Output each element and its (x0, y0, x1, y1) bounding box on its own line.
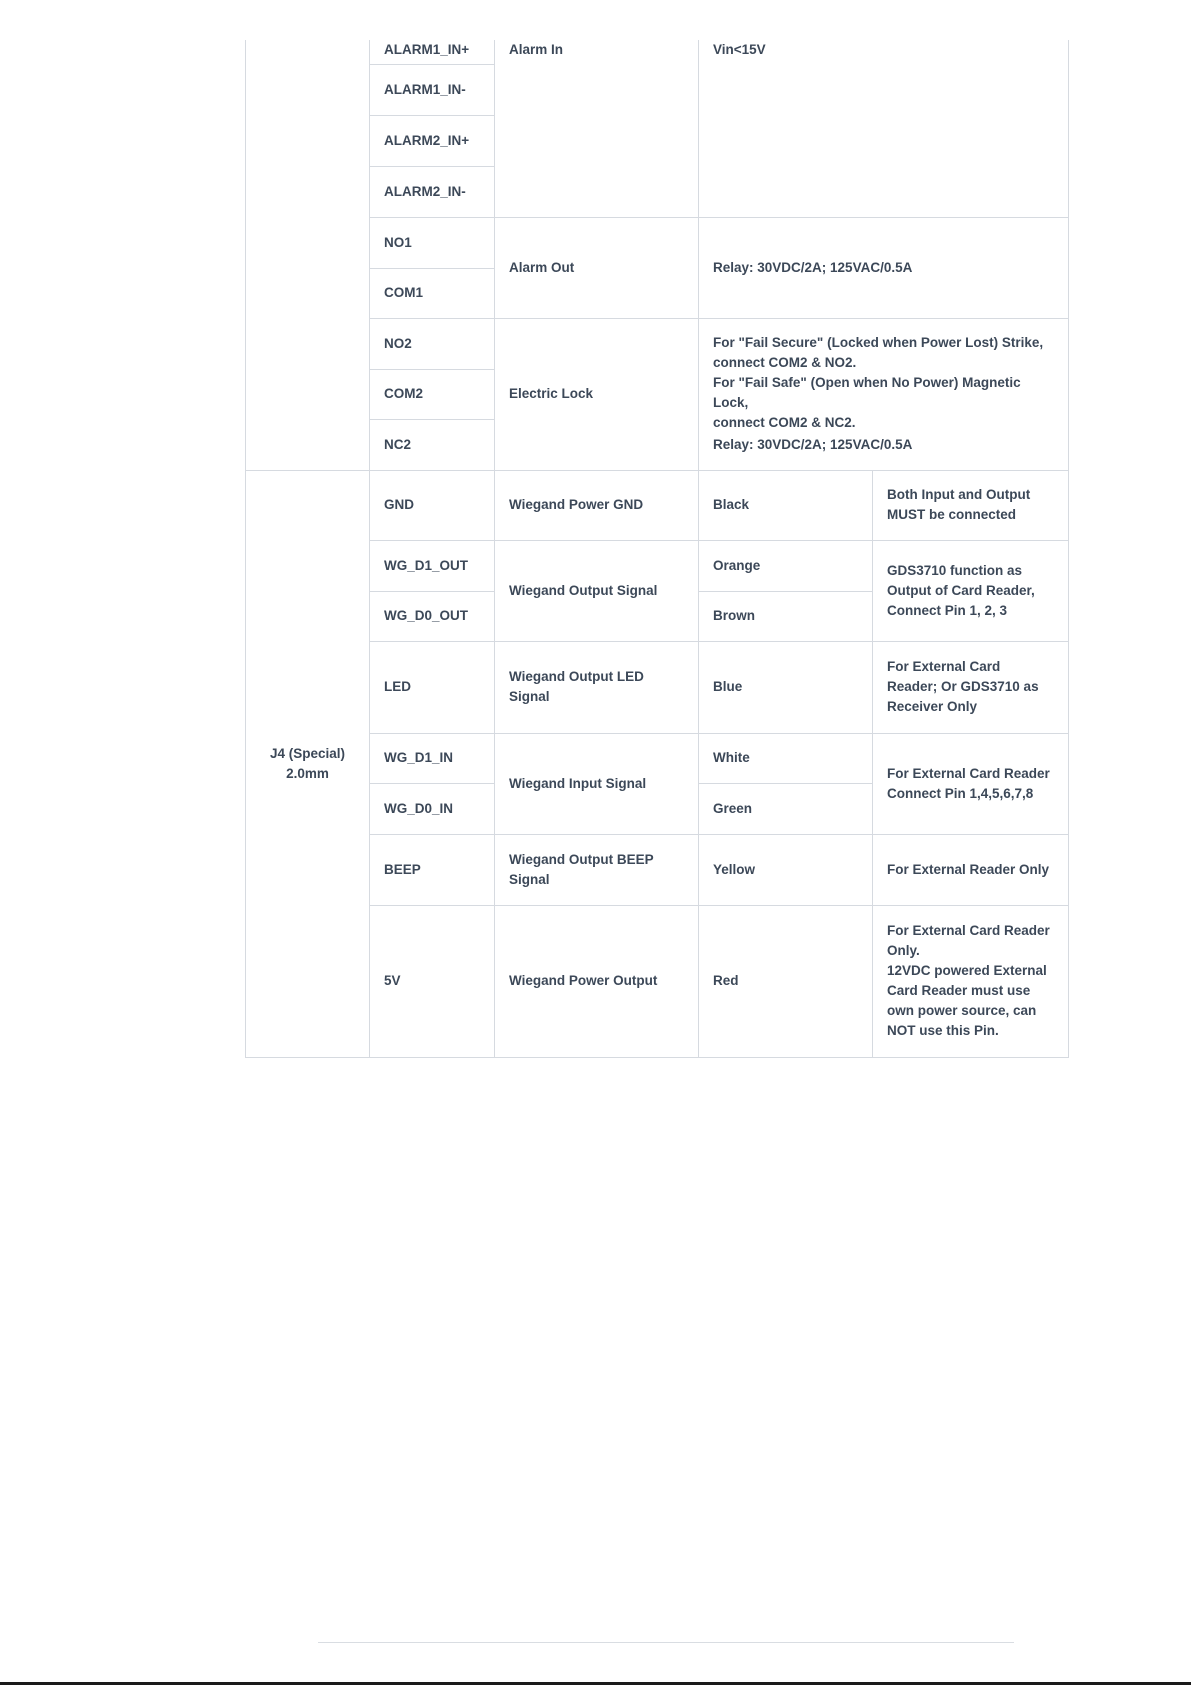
connector-cell-j4 (246, 470, 370, 1057)
table-row (246, 905, 1069, 1057)
note-cell: For External Card Reader Connect Pin 1,4,5,6,7,8 (873, 733, 1069, 834)
pin-cell: WG_D1_OUT (370, 540, 495, 591)
function-cell: Wiegand Input Signal (495, 733, 699, 834)
connector-cell-continued (246, 40, 370, 470)
wire-color-cell: Green (699, 783, 873, 834)
table-row (246, 733, 1069, 783)
function-cell: Wiegand Power GND (495, 470, 699, 540)
table-row (246, 834, 1069, 905)
pin-cell: ALARM1_IN- (370, 64, 495, 115)
connector-pitch: 2.0mm (286, 765, 329, 781)
wire-color-cell: White (699, 733, 873, 783)
table-row (246, 641, 1069, 733)
pin-cell: ALARM1_IN+ (370, 40, 495, 64)
pin-cell: NO1 (370, 217, 495, 268)
note-cell: For External Reader Only (873, 834, 1069, 905)
spec-line: For "Fail Secure" (Locked when Power Lost) Strike, (713, 335, 1044, 350)
note-line: 12VDC powered External Card Reader must use own power source, can NOT use this Pin. (887, 963, 1047, 1038)
wire-color-cell: Brown (699, 591, 873, 641)
note-cell: Both Input and Output MUST be connected (873, 470, 1069, 540)
note-cell (873, 905, 1069, 1057)
pin-cell: NC2 (370, 419, 495, 470)
pin-cell: WG_D0_IN (370, 783, 495, 834)
table-row (246, 318, 1069, 369)
pin-cell: GND (370, 470, 495, 540)
wire-color-cell: Yellow (699, 834, 873, 905)
note-line: For External Card Reader Only. (887, 923, 1050, 958)
note-cell: GDS3710 function as Output of Card Reader, Connect Pin 1, 2, 3 (873, 540, 1069, 641)
function-cell: Wiegand Power Output (495, 905, 699, 1057)
pin-cell: COM1 (370, 268, 495, 318)
table-row (246, 217, 1069, 268)
spec-line: connect COM2 & NC2. (713, 415, 856, 430)
wire-color-cell: Red (699, 905, 873, 1057)
function-cell: Wiegand Output BEEP Signal (495, 834, 699, 905)
spec-cell-electric-lock (699, 318, 1069, 470)
spec-cell-alarm-in: Vin<15V (699, 40, 1069, 217)
spec-cell-alarm-out: Relay: 30VDC/2A; 125VAC/0.5A (699, 217, 1069, 318)
note-cell: For External Card Reader; Or GDS3710 as Receiver Only (873, 641, 1069, 733)
pin-cell: 5V (370, 905, 495, 1057)
pin-cell: COM2 (370, 369, 495, 419)
wire-color-cell: Black (699, 470, 873, 540)
footer-divider (318, 1642, 1014, 1643)
pin-cell: WG_D1_IN (370, 733, 495, 783)
table-row (246, 40, 1069, 64)
function-cell-alarm-out: Alarm Out (495, 217, 699, 318)
function-cell-alarm-in: Alarm In (495, 40, 699, 217)
table-row (246, 470, 1069, 540)
connector-name: J4 (Special) (269, 745, 346, 761)
function-cell: Wiegand Output LED Signal (495, 641, 699, 733)
pin-definition-table (245, 40, 1069, 1058)
table-row (246, 540, 1069, 591)
spec-line: For "Fail Safe" (Open when No Power) Magnetic Lock, (713, 375, 1021, 410)
spec-line: connect COM2 & NO2. (713, 355, 857, 370)
wire-color-cell: Blue (699, 641, 873, 733)
pin-cell: WG_D0_OUT (370, 591, 495, 641)
function-cell: Wiegand Output Signal (495, 540, 699, 641)
wire-color-cell: Orange (699, 540, 873, 591)
spec-line: Relay: 30VDC/2A; 125VAC/0.5A (713, 437, 913, 452)
function-cell-electric-lock: Electric Lock (495, 318, 699, 470)
pin-cell: ALARM2_IN+ (370, 115, 495, 166)
pin-cell: NO2 (370, 318, 495, 369)
pin-cell: LED (370, 641, 495, 733)
pin-cell: ALARM2_IN- (370, 166, 495, 217)
pin-cell: BEEP (370, 834, 495, 905)
